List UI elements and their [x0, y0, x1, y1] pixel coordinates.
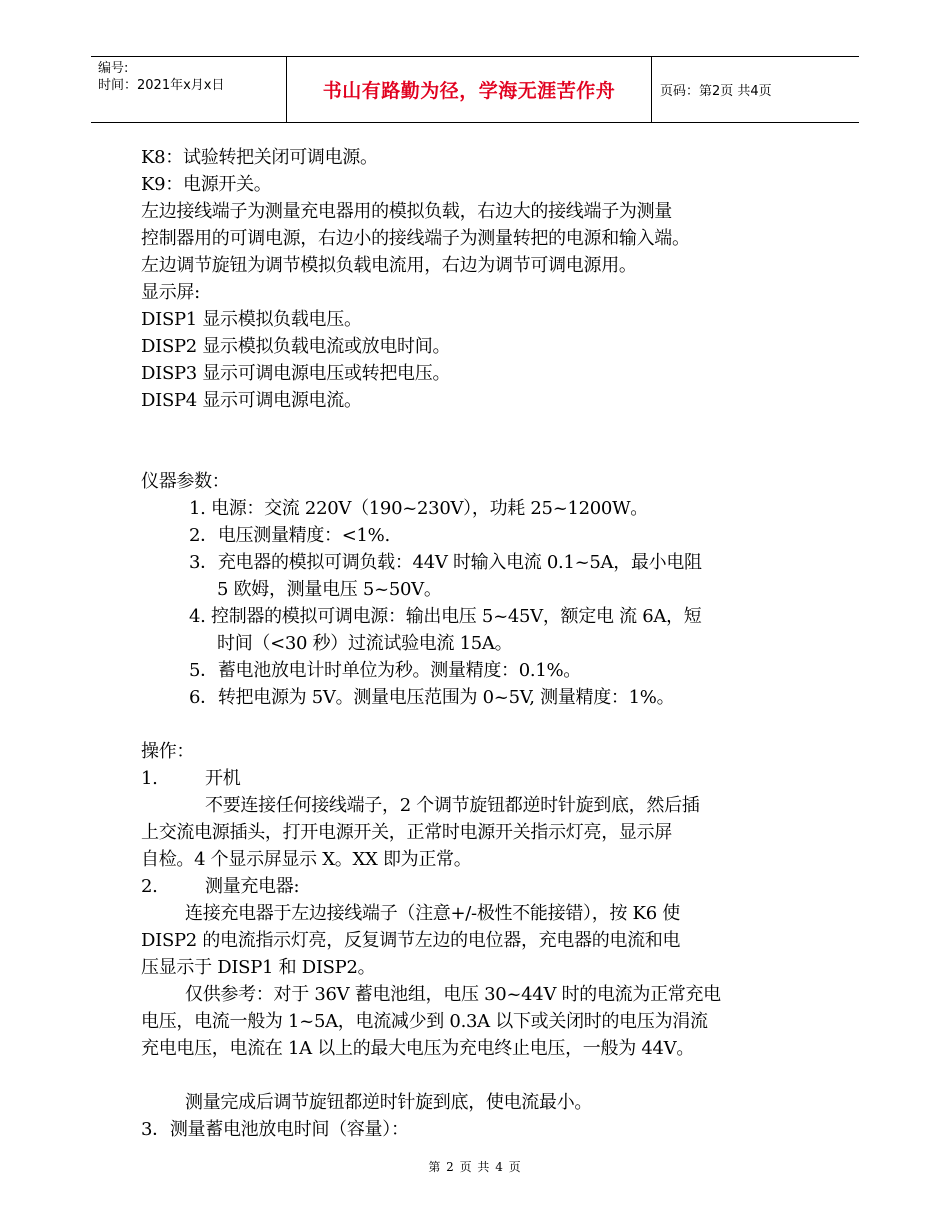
- param-6: 6．转把电源为 5V。测量电压范围为 0~5V, 测量精度：1%。: [189, 687, 675, 708]
- knob-desc-line: 左边调节旋钮为调节模拟负载电流用，右边为调节可调电源用。: [141, 255, 637, 276]
- param-4-line-2: 时间（<30 秒）过流试验电流 15A。: [217, 633, 513, 654]
- header-meta: [91, 57, 286, 122]
- number-label: 编号:: [98, 61, 129, 76]
- op-1-line-1: 不要连接任何接线端子，2 个调节旋钮都逆时针旋到底，然后插: [205, 795, 700, 816]
- spacer: [141, 441, 821, 468]
- op-2-line-7: 测量完成后调节旋钮都逆时针旋到底，使电流最小。: [185, 1092, 593, 1113]
- op-1-heading: [141, 765, 821, 792]
- op-1-title: 开机: [205, 768, 241, 789]
- op-2-line-4: 仅供参考：对于 36V 蓄电池组，电压 30~44V 时的电流为正常充电: [185, 984, 721, 1005]
- op-2-line-6: 充电电压，电流在 1A 以上的最大电压为充电终止电压，一般为 44V。: [141, 1038, 695, 1059]
- spacer: [141, 711, 821, 738]
- op-1-line-2: 上交流电源插头，打开电源开关，正常时电源开关指示灯亮，显示屏: [141, 822, 672, 843]
- header-page-label: 页码：第2页 共4页: [660, 84, 772, 99]
- op-1-line-3: 自检。4 个显示屏显示 X。XX 即为正常。: [141, 849, 472, 870]
- op-2-number: 2.: [141, 876, 158, 897]
- op-1-number: 1.: [141, 768, 158, 789]
- op-3-heading: 3．测量蓄电池放电时间（容量）：: [141, 1119, 409, 1140]
- op-2-line-3: 压显示于 DISP1 和 DISP2。: [141, 957, 376, 978]
- param-4-line-1: 4. 控制器的模拟可调电源：输出电压 5~45V，额定电 流 6A，短: [189, 606, 702, 627]
- disp4-line: DISP4 显示可调电源电流。: [141, 390, 362, 411]
- k9-line: K9：电源开关。: [141, 174, 272, 195]
- params-title: 仪器参数：: [141, 471, 230, 492]
- disp2-line: DISP2 显示模拟负载电流或放电时间。: [141, 336, 451, 357]
- spacer: [141, 414, 821, 441]
- time-label: 时间：2021年x月x日: [98, 78, 225, 93]
- page-footer: 第 2 页 共 4 页: [428, 1160, 522, 1174]
- op-2-heading: [141, 873, 821, 900]
- param-3-line-2: 5 欧姆，测量电压 5~50V。: [217, 579, 442, 600]
- display-label: 显示屏:: [141, 282, 200, 303]
- header-motto: 书山有路勤为径，学海无涯苦作舟: [286, 57, 652, 122]
- disp1-line: DISP1 显示模拟负载电压。: [141, 309, 362, 330]
- document-header: [91, 56, 859, 123]
- terminal-desc-line-1: 左边接线端子为测量充电器用的模拟负载，右边大的接线端子为测量: [141, 201, 672, 222]
- op-2-line-5: 电压，电流一般为 1~5A，电流减少到 0.3A 以下或关闭时的电压为涓流: [141, 1011, 708, 1032]
- terminal-desc-line-2: 控制器用的可调电源，右边小的接线端子为测量转把的电源和输入端。: [141, 228, 690, 249]
- op-2-line-1: 连接充电器于左边接线端子（注意+/-极性不能接错），按 K6 使: [185, 903, 680, 924]
- param-3-line-1: 3．充电器的模拟可调负载：44V 时输入电流 0.1~5A，最小电阻: [189, 552, 702, 573]
- ops-title: 操作：: [141, 741, 195, 762]
- document-body: [141, 144, 821, 1143]
- op-2-title: 测量充电器:: [205, 876, 300, 897]
- param-1: 1. 电源：交流 220V（190~230V），功耗 25~1200W。: [189, 498, 648, 519]
- disp3-line: DISP3 显示可调电源电压或转把电压。: [141, 363, 451, 384]
- param-2: 2．电压测量精度：<1%.: [189, 525, 390, 546]
- spacer: [141, 1062, 821, 1089]
- op-2-line-2: DISP2 的电流指示灯亮，反复调节左边的电位器，充电器的电流和电: [141, 930, 681, 951]
- param-5: 5．蓄电池放电计时单位为秒。测量精度：0.1%。: [189, 660, 581, 681]
- k8-line: K8：试验转把关闭可调电源。: [141, 147, 378, 168]
